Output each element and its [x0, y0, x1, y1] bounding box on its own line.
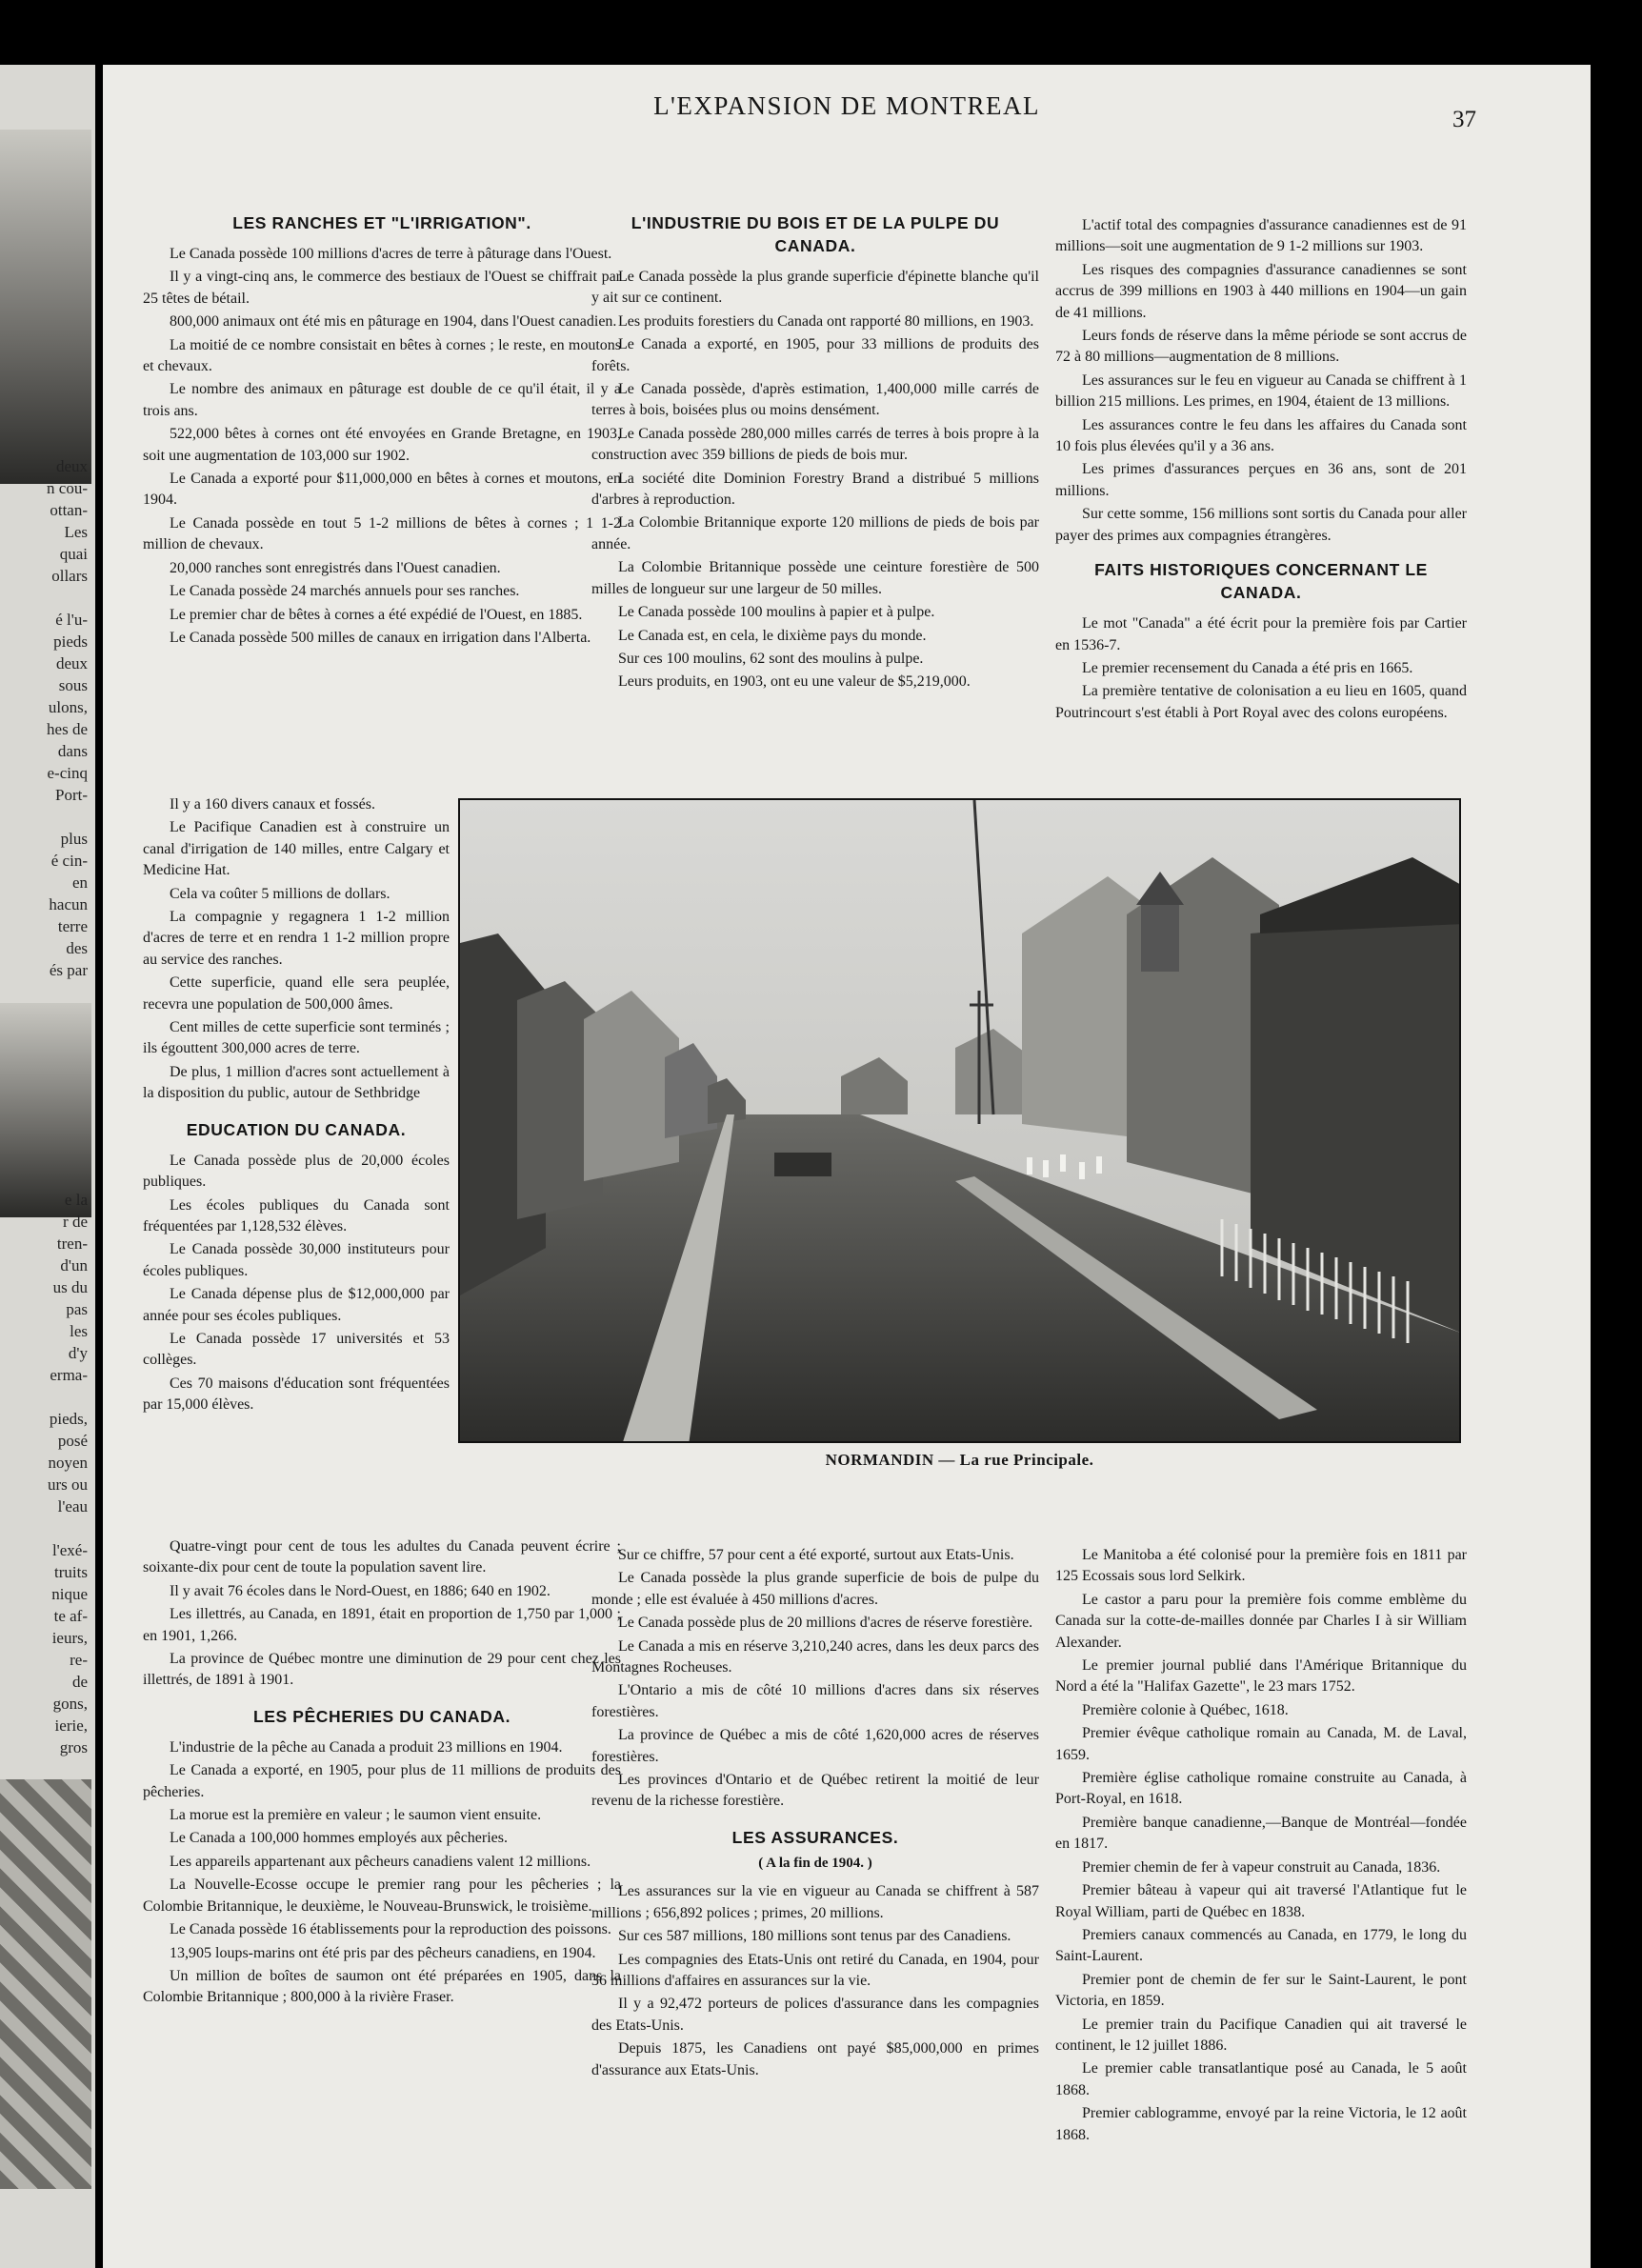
paragraph: Le nombre des animaux en pâturage est double de ce qu'il était, il y a trois ans.	[143, 381, 621, 419]
previous-page-fragment: pieds	[53, 632, 88, 651]
previous-page-fragment: ollars	[51, 567, 88, 585]
paragraph: La morue est la première en valeur ; le saumon vient ensuite.	[170, 1807, 542, 1824]
previous-page-fragment: gros	[59, 1738, 88, 1756]
paragraph: Le premier journal publié dans l'Amérique Britannique du Nord a été la "Halifax Gazette", le 23 mars 1752.	[1055, 1657, 1467, 1696]
paragraph: Le Canada possède 100 moulins à papier et à pulpe.	[618, 604, 935, 621]
paragraph: La Colombie Britannique possède une ceinture forestière de 500 milles de longueur sur une largeur de 50 milles.	[591, 559, 1039, 597]
previous-page-fragment: sous	[58, 676, 88, 694]
previous-page-fragment: gons,	[52, 1695, 88, 1713]
paragraph: Quatre-vingt pour cent de tous les adultes du Canada peuvent écrire ; soixante-dix pour cent de toute la population savent lire.	[143, 1538, 621, 1576]
bois-paragraphs-2	[591, 1545, 1039, 1813]
paragraph: Le Canada possède la plus grande superficie d'épinette blanche qu'il y ait sur ce continent.	[591, 269, 1039, 307]
paragraph: Les provinces d'Ontario et de Québec retirent la moitié de leur revenu de la richesse forestière.	[591, 1772, 1039, 1810]
previous-page-fragment: nique	[51, 1585, 88, 1603]
previous-page-fragment: hacun	[49, 895, 88, 913]
paragraph: Les illettrés, au Canada, en 1891, était en proportion de 1,750 par 1,000 ; en 1901, 1,266.	[143, 1606, 621, 1644]
previous-page-fragment: d'y	[68, 1344, 88, 1362]
previous-page-fragment: Les	[64, 523, 88, 541]
previous-page-fragment: truits	[54, 1563, 88, 1581]
paragraph: Les produits forestiers du Canada ont rapporté 80 millions, en 1903.	[618, 312, 1034, 330]
paragraph: La société dite Dominion Forestry Brand a distribué 5 millions d'arbres à reproduction.	[591, 470, 1039, 509]
paragraph: Sur ce chiffre, 57 pour cent a été exporté, surtout aux Etats-Unis.	[618, 1547, 1014, 1563]
previous-page-fragment: e-cinq	[47, 764, 88, 782]
previous-page-fragment: és par	[49, 961, 88, 979]
previous-page-photo	[0, 130, 91, 484]
running-head: L'EXPANSION DE MONTREAL	[653, 91, 1040, 120]
normandin-street-photo	[458, 798, 1461, 1443]
paragraph: Il y a vingt-cinq ans, le commerce des bestiaux de l'Ouest se chiffrait par 25 têtes de bétail.	[143, 269, 621, 307]
previous-page-fragment: n cou-	[47, 479, 88, 497]
paragraph: Le Canada possède 17 universités et 53 collèges.	[143, 1330, 450, 1369]
pecheries-paragraphs	[143, 1737, 621, 2009]
paragraph: Sur cette somme, 156 millions sont sortis du Canada pour aller payer des primes aux compagnies étrangères.	[1055, 506, 1467, 544]
paragraph: Leurs produits, en 1903, ont eu une valeur de $5,219,000.	[618, 673, 971, 691]
column-3-bottom	[1055, 1545, 1467, 2148]
paragraph: 800,000 animaux ont été mis en pâturage en 1904, dans l'Ouest canadien.	[170, 313, 617, 331]
previous-page-fragment: dans	[57, 742, 88, 760]
paragraph: La moitié de ce nombre consistait en bêtes à cornes ; le reste, en moutons et chevaux.	[143, 336, 621, 375]
paragraph: Cela va coûter 5 millions de dollars.	[170, 885, 390, 902]
previous-page-text-top	[6, 455, 88, 1025]
paragraph: Cent milles de cette superficie sont terminés ; ils égouttent 300,000 acres de terre.	[143, 1019, 450, 1057]
paragraph: L'Ontario a mis de côté 10 millions d'acres dans six réserves forestières.	[591, 1682, 1039, 1720]
heading-pecheries: LES PÊCHERIES DU CANADA.	[252, 1706, 511, 1726]
previous-page-fragment: hes de	[47, 720, 88, 738]
education-paragraphs	[143, 1151, 450, 1416]
education-paragraphs-2	[143, 1536, 621, 1692]
paragraph: Les risques des compagnies d'assurance canadiennes se sont accrus de 399 millions en 1903 à 440 millions en 1904—un gain de 41 millions.	[1055, 261, 1467, 321]
paragraph: 13,905 loups-marins ont été pris par des pêcheurs canadiens, en 1904.	[170, 1944, 596, 1961]
previous-page-fragment: des	[66, 939, 88, 957]
paragraph: Le Canada possède 500 milles de canaux en irrigation dans l'Alberta.	[170, 629, 591, 646]
paragraph: Première banque canadienne,—Banque de Montréal—fondée en 1817.	[1055, 1814, 1467, 1853]
paragraph: Le premier recensement du Canada a été pris en 1665.	[1082, 659, 1413, 676]
previous-page-fragment: ulons,	[48, 698, 88, 716]
paragraph: Le premier char de bêtes à cornes a été expédié de l'Ouest, en 1885.	[170, 606, 583, 623]
paragraph: Le Canada possède 100 millions d'acres de terre à pâturage dans l'Ouest.	[170, 246, 612, 262]
paragraph: 522,000 bêtes à cornes ont été envoyées en Grande Bretagne, en 1903, soit une augmentation de 103,000 sur 1902.	[143, 426, 621, 464]
paragraph: Le Canada possède 24 marchés annuels pour ses ranches.	[170, 583, 520, 600]
previous-page-edge	[0, 65, 95, 2268]
column-3-top	[1055, 215, 1467, 726]
previous-page-text-mid	[6, 1189, 88, 1758]
paragraph: Le Pacifique Canadien est à construire un canal d'irrigation de 140 milles, entre Calgary et Medicine Hat.	[143, 819, 450, 879]
paragraph: Les assurances sur le feu en vigueur au Canada se chiffrent à 1 billion 215 millions. Les primes, en 1904, étaient de 13 millions.	[1055, 371, 1467, 411]
street-scene-illustration	[460, 800, 1461, 1443]
paragraph: Le Canada possède 30,000 instituteurs pour écoles publiques.	[143, 1241, 450, 1279]
paragraph: Il y a 160 divers canaux et fossés.	[170, 796, 375, 813]
paragraph: Le Canada possède 16 établissements pour la reproduction des poissons.	[170, 1921, 611, 1938]
paragraph: Le Canada possède, d'après estimation, 1,400,000 mille carrés de terres à bois, boisées plus ou moins densément.	[591, 381, 1039, 419]
paragraph: Premier bâteau à vapeur qui ait traversé l'Atlantique fut le Royal William, parti de Québec en 1838.	[1055, 1882, 1467, 1920]
previous-page-fragment: en	[71, 873, 88, 892]
paragraph: La première tentative de colonisation a eu lieu en 1605, quand Poutrincourt s'est établi à Port Royal avec des colons européens.	[1055, 683, 1467, 721]
paragraph: La compagnie y regagnera 1 1-2 million d'acres de terre et en rendra 1 1-2 million propre au service des ranches.	[143, 909, 450, 968]
column-2-bottom	[591, 1545, 1039, 2083]
historique-paragraphs-2	[1055, 1545, 1467, 2146]
paragraph: Il y avait 76 écoles dans le Nord-Ouest, en 1886; 640 en 1902.	[170, 1582, 551, 1599]
paragraph: Leurs fonds de réserve dans la même période se sont accrus de 72 à 80 millions—augmentation de 8 millions.	[1055, 328, 1467, 366]
paragraph: Sur ces 100 moulins, 62 sont des moulins à pulpe.	[618, 650, 924, 667]
previous-page-fragment: d'un	[60, 1256, 88, 1274]
previous-page-fragment: te af-	[53, 1607, 88, 1625]
paragraph: Première colonie à Québec, 1618.	[1082, 1701, 1289, 1718]
column-1-top	[143, 208, 621, 651]
assurances-paragraphs	[591, 1881, 1039, 2081]
paragraph: Les primes d'assurances perçues en 36 ans, sont de 201 millions.	[1055, 461, 1467, 499]
paragraph: Premier chemin de fer à vapeur construit au Canada, 1836.	[1082, 1858, 1441, 1876]
paragraph: La Colombie Britannique exporte 120 millions de pieds de bois par année.	[591, 514, 1039, 552]
heading-bois-pulpe: L'INDUSTRIE DU BOIS ET DE LA PULPE DU CANADA.	[631, 213, 1000, 255]
paragraph: Le Canada possède plus de 20,000 écoles publiques.	[143, 1152, 450, 1191]
heading-faits-historiques: FAITS HISTORIQUES CONCERNANT LE CANADA.	[1094, 560, 1428, 603]
previous-page-fragment: ottan-	[50, 501, 88, 519]
page-number: 37	[1452, 107, 1476, 132]
previous-page-fragment: pas	[66, 1300, 88, 1318]
paragraph: Premier évêque catholique romain au Canada, M. de Laval, 1659.	[1055, 1725, 1467, 1763]
previous-page-fragment: urs ou	[47, 1475, 88, 1494]
paragraph: Le Canada a exporté pour $11,000,000 en bêtes à cornes et moutons, en 1904.	[143, 471, 621, 509]
previous-page-fragment: Port-	[55, 786, 88, 804]
previous-page-fragment: quai	[59, 545, 88, 563]
previous-page-fragment: ierie,	[54, 1716, 88, 1735]
previous-page-fragment	[6, 981, 88, 1003]
paragraph: Ces 70 maisons d'éducation sont fréquentées par 15,000 élèves.	[143, 1375, 450, 1414]
newspaper-page	[103, 65, 1591, 2268]
previous-page-fragment: ieurs,	[51, 1629, 88, 1647]
column-2-top	[591, 208, 1039, 695]
previous-page-fragment: deux	[55, 457, 88, 475]
paragraph: Le Canada a 100,000 hommes employés aux pêcheries.	[170, 1830, 508, 1847]
paragraph: Le Canada possède plus de 20 millions d'acres de réserve forestière.	[618, 1615, 1033, 1632]
heading-assurances: LES ASSURANCES.	[731, 1827, 899, 1847]
paragraph: Le premier cable transatlantique posé au Canada, le 5 août 1868.	[1055, 2060, 1467, 2098]
previous-page-photo-2	[0, 1003, 91, 1217]
paragraph: Le Canada dépense plus de $12,000,000 par année pour ses écoles publiques.	[143, 1286, 450, 1324]
paragraph: Un million de boîtes de saumon ont été préparées en 1905, dans la Colombie Britannique ; 800,000 à la rivière Fraser.	[143, 1967, 621, 2006]
column-1-bottom	[143, 1536, 621, 2011]
paragraph: Le premier train du Pacifique Canadien qui ait traversé le continent, le 12 juillet 1886.	[1055, 2016, 1467, 2054]
previous-page-fragment	[6, 1517, 88, 1539]
paragraph: Le Canada possède 280,000 milles carrés de terres à bois propre à la construction avec 359 billions de pieds de bois mur.	[591, 425, 1039, 464]
heading-ranches: LES RANCHES ET "L'IRRIGATION".	[232, 213, 531, 232]
irrigation-paragraphs	[143, 794, 450, 1105]
paragraph: La Nouvelle-Ecosse occupe le premier rang pour les pêcheries ; la Colombie Britannique, le deuxième, le Nouveau-Brunswick, le troisième.	[143, 1877, 621, 1915]
previous-page-fragment: erma-	[50, 1366, 88, 1384]
previous-page-fragment: l'exé-	[51, 1541, 88, 1559]
previous-page-fragment: us du	[52, 1278, 88, 1296]
paragraph: Le Canada a exporté, en 1905, pour 33 millions de produits des forêts.	[591, 336, 1039, 374]
previous-page-photo-3	[0, 1779, 91, 2189]
previous-page-fragment: re-	[70, 1651, 88, 1669]
previous-page-fragment	[6, 806, 88, 828]
paragraph: Depuis 1875, les Canadiens ont payé $85,000,000 en primes d'assurance aux Etats-Unis.	[591, 2040, 1039, 2078]
previous-page-fragment: tren-	[56, 1234, 88, 1253]
paragraph: Le Canada a exporté, en 1905, pour plus de 11 millions de produits des pêcheries.	[143, 1762, 621, 1800]
assurances-subtitle: ( A la fin de 1904. )	[758, 1855, 872, 1871]
paragraph: Les compagnies des Etats-Unis ont retiré du Canada, en 1904, pour 36 millions d'affaires en assurances sur la vie.	[591, 1951, 1039, 1989]
previous-page-fragment: deux	[55, 654, 88, 672]
ranches-paragraphs	[143, 244, 621, 649]
paragraph: Premiers canaux commencés au Canada, en 1779, le long du Saint-Laurent.	[1055, 1926, 1467, 1965]
photo-caption: NORMANDIN — La rue Principale.	[825, 1451, 1094, 1469]
paragraph: La province de Québec montre une diminution de 29 pour cent chez les illettrés, de 1891 à 1901.	[143, 1651, 621, 1689]
previous-page-fragment: posé	[57, 1432, 88, 1450]
previous-page-fragment: plus	[60, 830, 88, 848]
paragraph: Les écoles publiques du Canada sont fréquentées par 1,128,532 élèves.	[143, 1196, 450, 1234]
paragraph: Premier cablogramme, envoyé par la reine Victoria, le 12 août 1868.	[1055, 2105, 1467, 2143]
previous-page-fragment: l'eau	[57, 1497, 88, 1515]
paragraph: Le castor a paru pour la première fois comme emblème du Canada sur la cotte-de-mailles donnée par Charles I à sir William Alexander.	[1055, 1591, 1467, 1651]
paragraph: Les assurances sur la vie en vigueur au Canada se chiffrent à 587 millions ; 656,892 polices ; primes, 20 millions.	[591, 1883, 1039, 1921]
paragraph: 20,000 ranches sont enregistrés dans l'Ouest canadien.	[170, 559, 501, 576]
paragraph: Il y a 92,472 porteurs de polices d'assurance dans les compagnies des Etats-Unis.	[591, 1996, 1039, 2034]
paragraph: Le Canada a mis en réserve 3,210,240 acres, dans les deux parcs des Montagnes Rocheuses.	[591, 1637, 1039, 1676]
previous-page-fragment: de	[71, 1673, 88, 1691]
paragraph: Cette superficie, quand elle sera peuplée, recevra une population de 500,000 âmes.	[143, 974, 450, 1013]
paragraph: Les appareils appartenant aux pêcheurs canadiens valent 12 millions.	[170, 1853, 591, 1870]
bois-paragraphs	[591, 267, 1039, 693]
paragraph: Le Canada possède la plus grande superficie de bois de pulpe du monde ; elle est évaluée à 450 millions d'acres.	[591, 1570, 1039, 1608]
previous-page-fragment	[6, 1386, 88, 1408]
previous-page-fragment: é l'u-	[55, 611, 88, 629]
paragraph: La province de Québec a mis de côté 1,620,000 acres de réserves forestières.	[591, 1727, 1039, 1765]
paragraph: Premier pont de chemin de fer sur le Saint-Laurent, le pont Victoria, en 1859.	[1055, 1971, 1467, 2010]
previous-page-fragment: les	[70, 1322, 88, 1340]
historique-paragraphs	[1055, 613, 1467, 724]
paragraph: Sur ces 587 millions, 180 millions sont tenus par des Canadiens.	[618, 1928, 1011, 1945]
paragraph: Le Canada possède en tout 5 1-2 millions de bêtes à cornes ; 1 1-2 million de chevaux.	[143, 514, 621, 553]
heading-education: EDUCATION DU CANADA.	[186, 1119, 407, 1139]
previous-page-fragment: pieds,	[49, 1410, 88, 1428]
paragraph: L'actif total des compagnies d'assurance canadiennes est de 91 millions—soit une augmentation de 9 1-2 millions sur 1903.	[1055, 217, 1467, 255]
previous-page-fragment: e la	[64, 1191, 88, 1209]
previous-page-fragment: terre	[57, 917, 88, 935]
column-1-narrow	[143, 794, 450, 1418]
paragraph: L'industrie de la pêche au Canada a produit 23 millions en 1904.	[170, 1738, 563, 1756]
paragraph: De plus, 1 million d'acres sont actuellement à la disposition du public, autour de Sethbridge	[143, 1063, 450, 1102]
assurances-paragraphs-2	[1055, 215, 1467, 547]
paragraph: Les assurances contre le feu dans les affaires du Canada sont 10 fois plus élevées qu'il y a 36 ans.	[1055, 416, 1467, 455]
previous-page-fragment: r de	[63, 1213, 88, 1231]
previous-page-fragment: noyen	[48, 1454, 88, 1472]
previous-page-fragment	[6, 587, 88, 609]
paragraph: Première église catholique romaine construite au Canada, à Port-Royal, en 1618.	[1055, 1770, 1467, 1808]
paragraph: Le Canada est, en cela, le dixième pays du monde.	[618, 627, 927, 644]
paragraph: Le Manitoba a été colonisé pour la première fois en 1811 par 125 Ecossais sous lord Selkirk.	[1055, 1547, 1467, 1585]
paragraph: Le mot "Canada" a été écrit pour la première fois par Cartier en 1536-7.	[1055, 615, 1467, 653]
previous-page-fragment: é cin-	[50, 852, 88, 870]
